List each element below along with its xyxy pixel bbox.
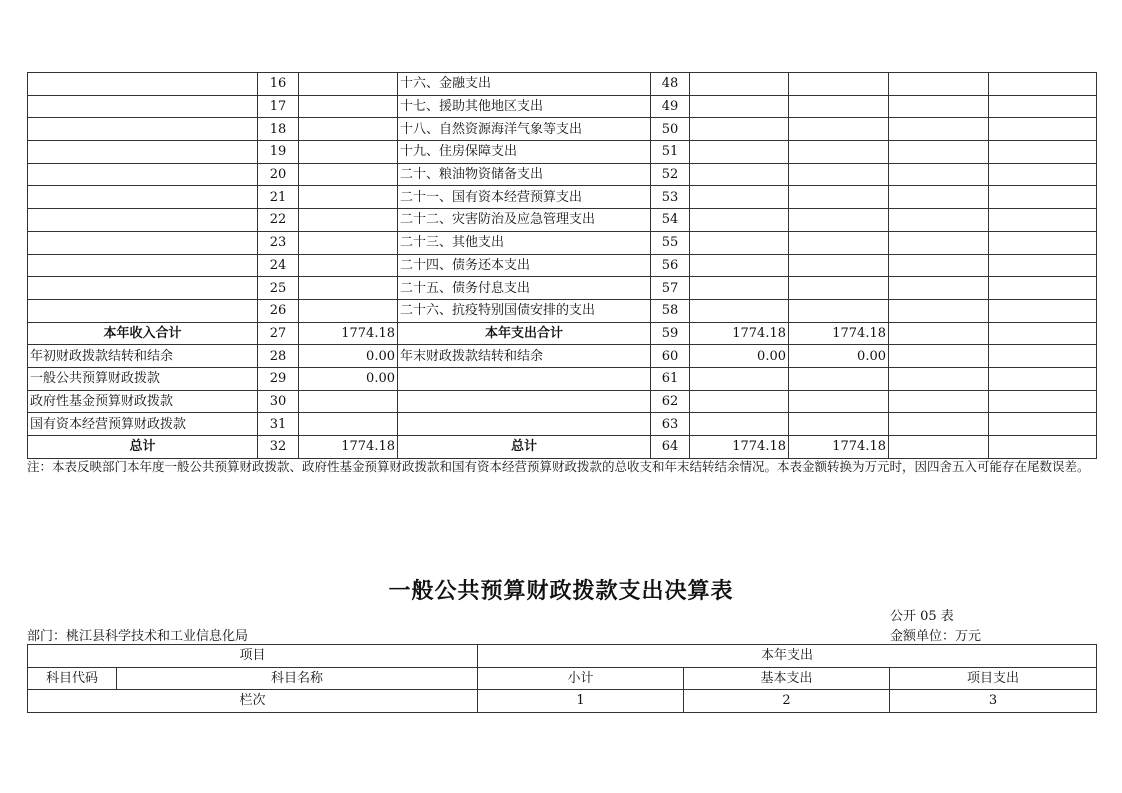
income-item-cell [28, 141, 258, 164]
table-row [28, 118, 1097, 141]
column-number-1: 1 [478, 690, 684, 713]
expense-item-cell [398, 413, 651, 436]
expense-total [690, 299, 789, 322]
expense-column-3 [889, 390, 989, 413]
expense-column-3 [889, 367, 989, 390]
income-item-cell [28, 277, 258, 300]
income-item-cell: 本年收入合计 [28, 322, 258, 345]
income-item-cell [28, 186, 258, 209]
income-item-cell [28, 254, 258, 277]
expense-item-cell: 本年支出合计 [398, 322, 651, 345]
income-amount [299, 231, 398, 254]
expense-column-2 [789, 141, 889, 164]
header-basic: 基本支出 [684, 667, 890, 690]
expense-column-4 [989, 436, 1097, 459]
income-line-number: 24 [258, 254, 299, 277]
expense-total [690, 163, 789, 186]
expense-column-4 [989, 390, 1097, 413]
expense-total: 0.00 [690, 345, 789, 368]
income-line-number: 21 [258, 186, 299, 209]
expense-column-4 [989, 231, 1097, 254]
expense-column-3 [889, 163, 989, 186]
income-line-number: 29 [258, 367, 299, 390]
header-current-year: 本年支出 [478, 645, 1097, 668]
expense-item-cell: 二十六、抗疫特别国债安排的支出 [398, 299, 651, 322]
header-subject-name: 科目名称 [117, 667, 478, 690]
header-project: 项目 [28, 645, 478, 668]
expense-column-3 [889, 299, 989, 322]
expense-item-cell: 二十五、债务付息支出 [398, 277, 651, 300]
income-line-number: 17 [258, 95, 299, 118]
expense-total [690, 413, 789, 436]
form-code: 公开 05 表 [890, 609, 954, 624]
expense-column-4 [989, 95, 1097, 118]
expense-total: 1774.18 [690, 436, 789, 459]
table-row [28, 367, 1097, 390]
income-line-number: 18 [258, 118, 299, 141]
income-line-number: 23 [258, 231, 299, 254]
income-line-number: 16 [258, 73, 299, 96]
column-number-label: 栏次 [28, 690, 478, 713]
expense-column-3 [889, 141, 989, 164]
income-line-number: 20 [258, 163, 299, 186]
expense-column-2 [789, 390, 889, 413]
income-amount [299, 95, 398, 118]
income-amount [299, 254, 398, 277]
expense-total: 1774.18 [690, 322, 789, 345]
table-row [28, 254, 1097, 277]
expense-line-number: 48 [651, 73, 690, 96]
expense-line-number: 49 [651, 95, 690, 118]
amount-unit-label: 金额单位：万元 [890, 629, 982, 644]
table-row [28, 345, 1097, 368]
income-amount [299, 118, 398, 141]
expense-column-2 [789, 163, 889, 186]
expense-column-4 [989, 367, 1097, 390]
income-item-cell: 总计 [28, 436, 258, 459]
income-item-cell [28, 231, 258, 254]
table-row [28, 231, 1097, 254]
expense-total [690, 73, 789, 96]
expense-column-2 [789, 231, 889, 254]
expense-line-number: 56 [651, 254, 690, 277]
table-row [28, 141, 1097, 164]
income-amount: 0.00 [299, 367, 398, 390]
header-subject-code: 科目代码 [28, 667, 117, 690]
expense-line-number: 58 [651, 299, 690, 322]
expense-item-cell: 二十三、其他支出 [398, 231, 651, 254]
expense-column-3 [889, 95, 989, 118]
expense-column-3 [889, 231, 989, 254]
expense-total [690, 95, 789, 118]
income-item-cell: 年初财政拨款结转和结余 [28, 345, 258, 368]
expense-item-cell: 年末财政拨款结转和结余 [398, 345, 651, 368]
expense-column-2 [789, 254, 889, 277]
expense-total [690, 186, 789, 209]
expense-column-2 [789, 209, 889, 232]
expense-column-3 [889, 436, 989, 459]
income-line-number: 22 [258, 209, 299, 232]
expense-line-number: 52 [651, 163, 690, 186]
income-item-cell [28, 95, 258, 118]
expense-line-number: 60 [651, 345, 690, 368]
expense-column-3 [889, 413, 989, 436]
expense-item-cell: 十七、援助其他地区支出 [398, 95, 651, 118]
expense-item-cell [398, 367, 651, 390]
table-row [28, 95, 1097, 118]
expense-line-number: 53 [651, 186, 690, 209]
table-row [28, 209, 1097, 232]
expense-column-2 [789, 413, 889, 436]
expense-item-cell: 二十二、灾害防治及应急管理支出 [398, 209, 651, 232]
income-item-cell: 一般公共预算财政拨款 [28, 367, 258, 390]
expense-item-cell: 总计 [398, 436, 651, 459]
income-item-cell: 政府性基金预算财政拨款 [28, 390, 258, 413]
expense-item-cell: 十九、住房保障支出 [398, 141, 651, 164]
table-row [28, 436, 1097, 459]
income-expense-table [27, 72, 1097, 459]
expense-line-number: 57 [651, 277, 690, 300]
expense-column-2 [789, 186, 889, 209]
expense-column-3 [889, 277, 989, 300]
header-project-expense: 项目支出 [890, 667, 1097, 690]
expense-line-number: 54 [651, 209, 690, 232]
column-number-2: 2 [684, 690, 890, 713]
income-amount [299, 390, 398, 413]
expense-total [690, 118, 789, 141]
expense-line-number: 61 [651, 367, 690, 390]
table-row [28, 73, 1097, 96]
expense-item-cell: 二十、粮油物资储备支出 [398, 163, 651, 186]
income-amount: 1774.18 [299, 322, 398, 345]
table-row [28, 413, 1097, 436]
expense-column-2 [789, 299, 889, 322]
expense-line-number: 63 [651, 413, 690, 436]
expense-column-3 [889, 322, 989, 345]
expense-column-4 [989, 118, 1097, 141]
table-row [28, 186, 1097, 209]
table-row [28, 299, 1097, 322]
table-row [28, 390, 1097, 413]
expense-column-3 [889, 345, 989, 368]
income-item-cell [28, 209, 258, 232]
column-number-3: 3 [890, 690, 1097, 713]
income-line-number: 30 [258, 390, 299, 413]
expense-total [690, 209, 789, 232]
income-item-cell [28, 163, 258, 186]
expense-column-2 [789, 277, 889, 300]
expense-total [690, 367, 789, 390]
income-amount [299, 299, 398, 322]
expense-column-4 [989, 186, 1097, 209]
table-row [28, 277, 1097, 300]
expense-column-4 [989, 345, 1097, 368]
income-item-cell [28, 73, 258, 96]
header-row-2 [28, 667, 1097, 690]
expense-total [690, 231, 789, 254]
expense-column-4 [989, 322, 1097, 345]
expense-column-2 [789, 73, 889, 96]
expense-column-3 [889, 209, 989, 232]
expense-column-2: 1774.18 [789, 322, 889, 345]
income-item-cell [28, 118, 258, 141]
expense-line-number: 51 [651, 141, 690, 164]
expense-column-4 [989, 73, 1097, 96]
page-title: 一般公共预算财政拨款支出决算表 [388, 579, 734, 604]
expense-column-4 [989, 277, 1097, 300]
income-amount [299, 141, 398, 164]
income-line-number: 26 [258, 299, 299, 322]
expense-column-3 [889, 118, 989, 141]
expense-column-4 [989, 299, 1097, 322]
expense-line-number: 64 [651, 436, 690, 459]
expense-line-number: 62 [651, 390, 690, 413]
expense-item-cell: 二十四、债务还本支出 [398, 254, 651, 277]
income-item-cell [28, 299, 258, 322]
expense-line-number: 50 [651, 118, 690, 141]
expense-line-number: 59 [651, 322, 690, 345]
income-amount [299, 209, 398, 232]
expense-line-number: 55 [651, 231, 690, 254]
income-amount [299, 186, 398, 209]
expense-item-cell: 十八、自然资源海洋气象等支出 [398, 118, 651, 141]
expense-item-cell [398, 390, 651, 413]
expense-total [690, 390, 789, 413]
table-note: 注：本表反映部门本年度一般公共预算财政拨款、政府性基金预算财政拨款和国有资本经营预算财政拨款的总收支和年末结转结余情况。本表金额转换为万元时，因四舍五入可能存在尾数误差。 [27, 459, 1090, 474]
income-amount [299, 163, 398, 186]
income-amount [299, 413, 398, 436]
column-number-row [28, 690, 1097, 713]
expense-column-2 [789, 95, 889, 118]
income-line-number: 19 [258, 141, 299, 164]
expense-column-4 [989, 141, 1097, 164]
header-row-1 [28, 645, 1097, 668]
expenditure-table [27, 644, 1097, 713]
expense-column-2: 0.00 [789, 345, 889, 368]
table-row [28, 163, 1097, 186]
income-amount [299, 277, 398, 300]
income-line-number: 28 [258, 345, 299, 368]
income-amount: 0.00 [299, 345, 398, 368]
income-line-number: 32 [258, 436, 299, 459]
income-line-number: 31 [258, 413, 299, 436]
income-line-number: 27 [258, 322, 299, 345]
income-amount: 1774.18 [299, 436, 398, 459]
expense-total [690, 254, 789, 277]
expense-column-4 [989, 163, 1097, 186]
department-label: 部门：桃江县科学技术和工业信息化局 [27, 629, 249, 644]
expense-item-cell: 十六、金融支出 [398, 73, 651, 96]
expense-total [690, 277, 789, 300]
expense-column-2: 1774.18 [789, 436, 889, 459]
header-subtotal: 小计 [478, 667, 684, 690]
expense-column-2 [789, 118, 889, 141]
income-line-number: 25 [258, 277, 299, 300]
expense-item-cell: 二十一、国有资本经营预算支出 [398, 186, 651, 209]
expense-column-3 [889, 254, 989, 277]
expense-column-4 [989, 413, 1097, 436]
table-row [28, 322, 1097, 345]
expense-column-4 [989, 254, 1097, 277]
income-amount [299, 73, 398, 96]
expense-total [690, 141, 789, 164]
expense-column-3 [889, 186, 989, 209]
expense-column-2 [789, 367, 889, 390]
income-expense-table-body [28, 73, 1097, 459]
income-item-cell: 国有资本经营预算财政拨款 [28, 413, 258, 436]
expense-column-3 [889, 73, 989, 96]
expense-column-4 [989, 209, 1097, 232]
